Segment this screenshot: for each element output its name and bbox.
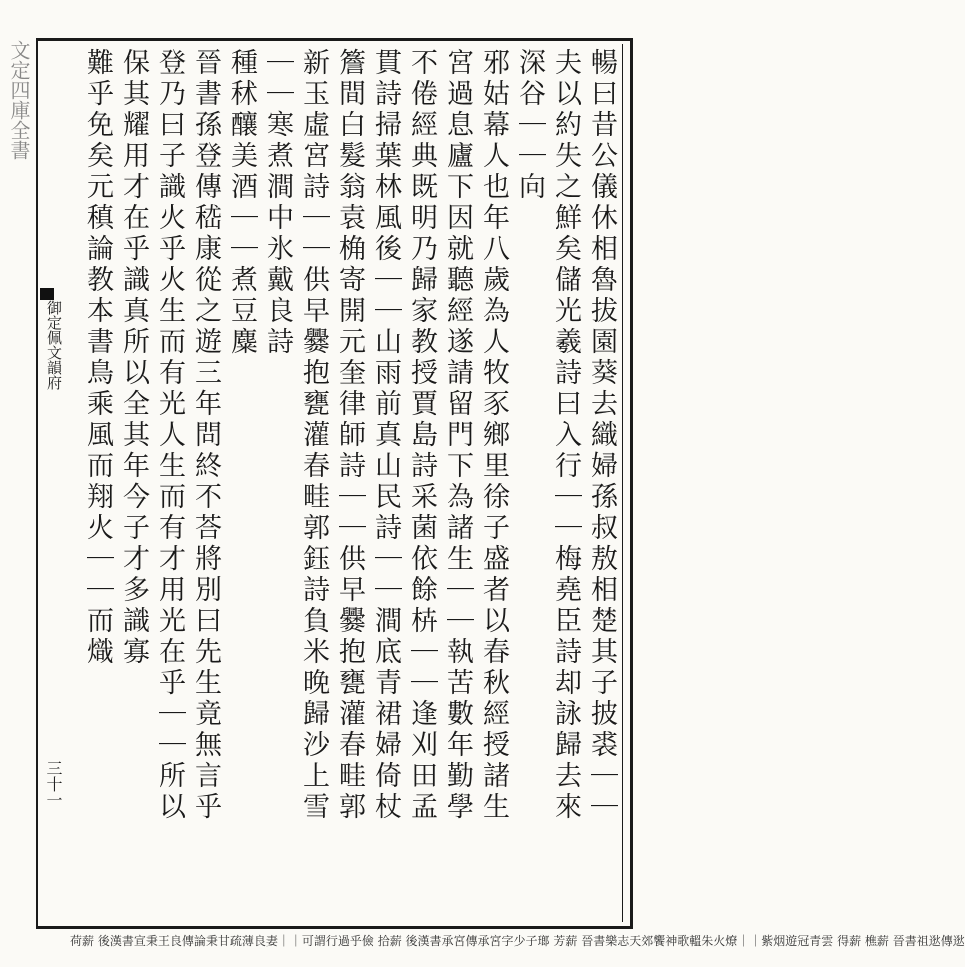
fish-tail-mark — [40, 288, 54, 300]
text-column: 暢曰昔公儀休相魯拔園葵去織婦孫叔敖相楚其子披裘｜｜ — [586, 48, 617, 823]
text-column: 新玉虛宮詩｜｜供早爨抱甕灌春畦郭鈺詩負米晚歸沙上雪 — [298, 48, 329, 823]
text-column: 簷間白髮翁袁桷寄開元奎律師詩｜｜供早爨抱甕灌春畦郭 — [334, 48, 365, 823]
text-column: 登乃曰子識火乎火生而有光人生而有才用光在乎｜｜所以 — [154, 48, 185, 823]
text-column: 難乎免矣元稹論教本書鳥乘風而翔火｜｜而熾 — [82, 48, 113, 668]
frame-left-border — [36, 38, 38, 929]
text-column: 保其耀用才在乎識真所以全其年今子才多識寡 — [118, 48, 149, 668]
text-column: 宮過息廬下因就聽經遂請留門下為諸生｜｜執苦數年勤學 — [442, 48, 473, 823]
heading-word: 荷薪 — [70, 934, 95, 948]
heading-note: 後漢書宣秉王良傳論秉甘疏薄良妻｜｜可謂行過乎儉 — [97, 934, 374, 948]
heading-word: 芳薪 — [553, 934, 578, 948]
frame-inner-rule — [622, 44, 623, 922]
frame-right-border — [630, 38, 633, 929]
heading-word: 得薪 — [837, 934, 862, 948]
heading-note: 晉書祖逖傳逖 — [892, 934, 965, 948]
text-column: 貫詩掃葉林風後｜｜山雨前真山民詩｜｜澗底青裙婦倚杖 — [370, 48, 401, 823]
page-number: 三十一 — [44, 760, 63, 808]
frame-bottom-border — [36, 926, 632, 929]
margin-strip — [0, 0, 34, 967]
book-title-label: 御定佩文韻府 — [45, 300, 63, 390]
text-column: 不倦經典既明乃歸家教授賈島詩采菌依餘枿｜｜逢刈田孟 — [406, 48, 437, 823]
frame-top-border — [36, 38, 632, 41]
text-column: 種秫釀美酒｜｜煮豆麋 — [226, 48, 257, 358]
text-column: 深谷｜｜向 — [514, 48, 545, 203]
margin-header: 文定四庫全書 — [7, 40, 31, 160]
heading-note: 晉書樂志天郊饗神歌轀朱火燎｜｜紫烟遊冠青雲 — [581, 934, 834, 948]
text-column: 晉書孫登傳嵇康從之遊三年問終不荅將別曰先生竟無言乎 — [190, 48, 221, 823]
text-column: 夫以約失之鮮矣儲光羲詩曰入行｜｜梅堯臣詩却詠歸去來 — [550, 48, 581, 823]
heading-word: 拾薪 — [377, 934, 402, 948]
text-column: 邪姑幕人也年八歲為人牧豕鄉里徐子盛者以春秋經授諸生 — [478, 48, 509, 823]
heading-note: 後漢書承宮傳承宮字少子瑯 — [405, 934, 550, 948]
heading-word: 樵薪 — [864, 934, 889, 948]
text-column: ｜｜寒煮澗中氷戴良詩 — [262, 48, 293, 358]
headings-strip — [70, 934, 965, 962]
